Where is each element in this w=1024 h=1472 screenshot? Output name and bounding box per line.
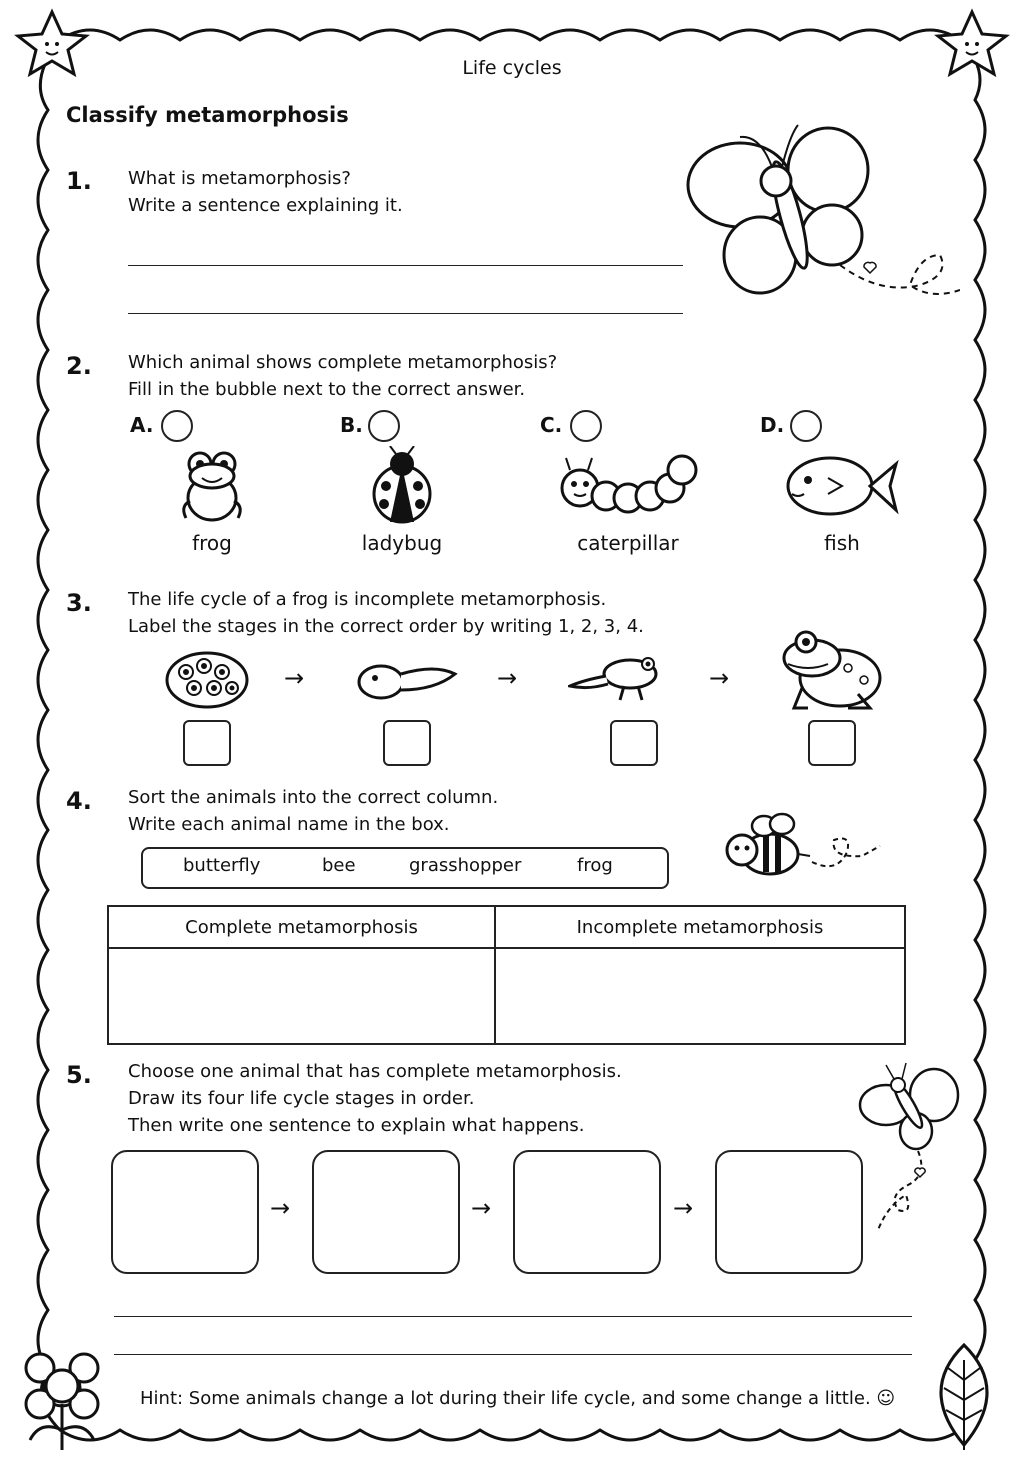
word-bank-item: frog (577, 855, 613, 876)
column-header-incomplete: Incomplete metamorphosis (495, 906, 905, 948)
stage-number-box[interactable] (610, 720, 658, 766)
answer-bubble-b[interactable] (368, 410, 400, 442)
leaf-icon (941, 1345, 987, 1450)
stage-number-box[interactable] (383, 720, 431, 766)
question-text-line: Draw its four life cycle stages in order. (128, 1088, 475, 1109)
question-number: 5. (66, 1061, 92, 1089)
option-label: fish (824, 531, 860, 555)
arrow-icon: → (284, 664, 305, 692)
ladybug-icon (366, 446, 438, 526)
answer-bubble-d[interactable] (790, 410, 822, 442)
incomplete-answer-cell[interactable] (495, 948, 905, 1044)
option-letter: A. (130, 413, 154, 437)
bee-icon (722, 812, 882, 878)
butterfly-icon (680, 115, 960, 305)
hint-text: Hint: Some animals change a lot during their life cycle, and some change a little. ☺ (140, 1388, 896, 1409)
answer-bubble-a[interactable] (161, 410, 193, 442)
arrow-icon: → (497, 664, 518, 692)
tadpole-icon (355, 660, 459, 704)
question-text-line: Fill in the bubble next to the correct answer. (128, 379, 526, 400)
caterpillar-icon (558, 452, 700, 522)
option-label: caterpillar (577, 531, 679, 555)
fish-icon (784, 450, 900, 522)
question-text-line: Sort the animals into the correct column. (128, 787, 499, 808)
frog-icon (172, 446, 252, 526)
question-5-text (128, 1058, 622, 1139)
stage-number-box[interactable] (808, 720, 856, 766)
question-number: 3. (66, 589, 92, 617)
arrow-icon: → (673, 1194, 694, 1222)
arrow-icon: → (709, 664, 730, 692)
answer-line[interactable] (128, 313, 683, 314)
drawing-box[interactable] (312, 1150, 460, 1274)
small-butterfly-icon (858, 1055, 964, 1235)
froglet-icon (568, 650, 664, 706)
question-text-line: Which animal shows complete metamorphosis? (128, 352, 558, 373)
stage-number-box[interactable] (183, 720, 231, 766)
option-label: frog (192, 531, 232, 555)
option-label: ladybug (361, 531, 443, 555)
flower-icon (26, 1354, 98, 1450)
option-letter: C. (540, 413, 563, 437)
drawing-box[interactable] (715, 1150, 863, 1274)
adult-frog-icon (778, 628, 884, 712)
answer-line[interactable] (128, 265, 683, 266)
word-bank-item: bee (322, 855, 356, 876)
question-3-text (128, 586, 644, 640)
question-text-line: Write each animal name in the box. (128, 814, 450, 835)
question-text-line: Label the stages in the correct order by writing 1, 2, 3, 4. (128, 616, 644, 637)
sorting-table (107, 905, 906, 1045)
complete-answer-cell[interactable] (108, 948, 495, 1044)
section-title: Classify metamorphosis (66, 103, 349, 127)
frog-eggs-icon (164, 650, 250, 710)
question-1-text (128, 165, 403, 219)
question-text-line: Write a sentence explaining it. (128, 195, 403, 216)
question-text-line: What is metamorphosis? (128, 168, 351, 189)
option-letter: B. (340, 413, 363, 437)
question-4-text (128, 784, 498, 838)
option-letter: D. (760, 413, 785, 437)
sentence-line[interactable] (114, 1354, 912, 1355)
question-text-line: Then write one sentence to explain what happens. (128, 1115, 585, 1136)
word-bank-item: butterfly (183, 855, 261, 876)
page-title: Life cycles (462, 57, 562, 79)
question-text-line: The life cycle of a frog is incomplete metamorphosis. (128, 589, 607, 610)
drawing-box[interactable] (513, 1150, 661, 1274)
sentence-line[interactable] (114, 1316, 912, 1317)
question-number: 2. (66, 352, 92, 380)
arrow-icon: → (270, 1194, 291, 1222)
answer-bubble-c[interactable] (570, 410, 602, 442)
drawing-box[interactable] (111, 1150, 259, 1274)
question-number: 1. (66, 167, 92, 195)
word-bank-item: grasshopper (409, 855, 522, 876)
question-number: 4. (66, 787, 92, 815)
question-text-line: Choose one animal that has complete metamorphosis. (128, 1061, 622, 1082)
arrow-icon: → (471, 1194, 492, 1222)
column-header-complete: Complete metamorphosis (108, 906, 495, 948)
question-2-text (128, 349, 557, 403)
